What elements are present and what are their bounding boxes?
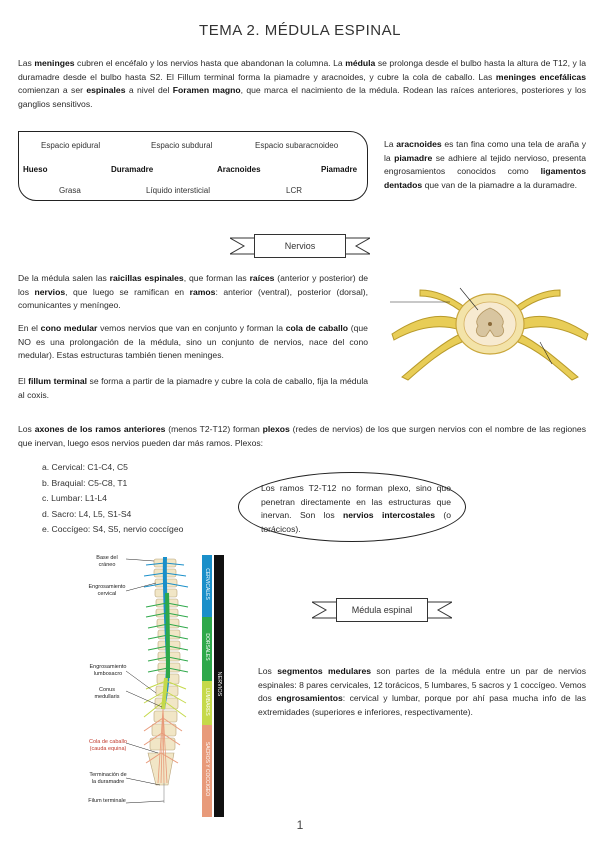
spinal-column-figure: [88, 553, 234, 817]
bold-text: axones de los ramos anteriores: [34, 424, 166, 434]
text: se prolonga desde el bulbo hasta la altura de T12, y la duramadre desde el bulbo hasta S2. El Fillum terminal forma la piamadre y aracnoides, y cubre la cola de caballo. Las: [18, 58, 586, 82]
list-item: c. Lumbar: L1-L4: [42, 493, 107, 504]
label-cola-de-caballo: Cola de caballo (cauda equina): [89, 739, 127, 752]
bold-text: fillum terminal: [28, 376, 88, 386]
text: se forma a partir de la piamadre y cubre la cola de caballo, fija la médula al coxis.: [18, 376, 369, 400]
text: (redes de nervios) de los que surgen nervios con el nombre de las regiones que inervan, luego esos nervios pueden dar más ramos. Plexos:: [18, 424, 587, 448]
list-item: b. Braquial: C5-C8, T1: [42, 477, 128, 488]
text: : anterior (ventral), posterior (dorsal), comunicantes y meníngeo.: [18, 286, 369, 311]
intercostales-note-oval: [238, 472, 466, 542]
label-grasa: Grasa: [59, 186, 81, 195]
bold-text: segmentos medulares: [277, 666, 372, 676]
list-item: d. Sacro: L4, L5, S1-S4: [42, 508, 132, 519]
bold-text: aracnoides: [396, 139, 442, 149]
text: son partes de la médula entre un par de nervios espinales: 8 pares cervicales, 12 torácicos, 5 lumbares, 5 sacros y 1 coccígeo. Vemos dos: [258, 666, 587, 704]
bar-sacros-label: SACROS Y COCCIGEO: [204, 741, 210, 797]
plexos-intro-paragraph: [18, 423, 586, 450]
section-header-medula-espinal: [312, 598, 452, 622]
text: El: [18, 376, 29, 386]
text: Los: [258, 666, 278, 676]
bold-text: cola de caballo: [285, 323, 349, 333]
page-title: TEMA 2. MÉDULA ESPINAL: [199, 22, 401, 39]
bar-nervios-label: NERVIOS: [216, 671, 222, 697]
bold-text: médula: [345, 58, 376, 68]
text: Los ramos T2-T12 no forman plexo, sino que penetran directamente en las estructuras que inervan. Son los: [261, 483, 451, 521]
bold-text: plexos: [262, 424, 290, 434]
plexos-list: [42, 460, 183, 538]
bold-text: nervios: [34, 286, 66, 297]
bar-sacros: [202, 725, 212, 817]
label-aracnoides: Aracnoides: [217, 165, 261, 174]
medula-espinal-paragraph: [258, 665, 586, 719]
text: Los: [18, 424, 35, 434]
bold-text: nervios intercostales: [343, 510, 435, 521]
list-item: a. Cervical: C1-C4, C5: [42, 462, 128, 472]
bold-text: ramos: [189, 286, 216, 297]
bar-nervios: [214, 555, 224, 817]
bold-text: piamadre: [394, 152, 433, 163]
label-filum-terminale: Filum terminale: [88, 798, 126, 804]
label-espacio-subdural: Espacio subdural: [151, 141, 213, 150]
label-piamadre: Piamadre: [321, 165, 358, 174]
text: , que luego se ramifican en: [65, 286, 190, 297]
nervios-paragraph-3: [18, 375, 368, 402]
section-title-medula-espinal: Médula espinal: [336, 598, 428, 622]
section-header-nervios: [230, 234, 370, 258]
spinal-cord-cross-section-illustration: [390, 272, 590, 392]
text: (menos T2-T12) forman: [165, 424, 263, 434]
label-hueso: Hueso: [23, 165, 48, 174]
label-espacio-subaracnoideo: Espacio subaracnoideo: [255, 141, 339, 150]
text: es tan fina como una tela de araña y la: [384, 139, 586, 163]
meninges-layers-diagram: [18, 131, 368, 201]
text: (anterior y posterior) de los: [18, 273, 369, 297]
label-engrosamiento-cervical: Engrosamiento cervical: [88, 584, 126, 597]
bold-text: ligamentos dentados: [384, 166, 586, 190]
text: que van de la piamadre a la duramadre.: [422, 179, 577, 190]
aracnoides-paragraph: [384, 138, 586, 192]
text: De la médula salen las: [18, 273, 110, 283]
label-terminacion-duramadre: Terminación de la duramadre: [89, 772, 127, 785]
text: , que marca el nacimiento de la médula. Rodean las raíces anteriores, posteriores y los ganglios sensitivos.: [18, 85, 586, 109]
bold-text: engrosamientos: [276, 693, 343, 704]
bar-cervicales: [202, 555, 212, 617]
text: a nivel del: [125, 85, 173, 96]
section-title-nervios: Nervios: [254, 234, 346, 258]
text: En el: [18, 323, 41, 333]
bold-text: meninges encefálicas: [495, 71, 586, 82]
label-liquido-intersticial: Líquido intersticial: [146, 186, 211, 195]
bold-text: meninges: [34, 58, 75, 68]
text: Las: [18, 58, 35, 68]
text: , que forman las: [183, 273, 250, 283]
bar-dorsales-label: DORSALES: [204, 633, 210, 661]
bar-dorsales: [202, 617, 212, 681]
bold-text: raíces: [249, 273, 275, 283]
bold-text: espinales: [86, 85, 126, 96]
bar-lumbares: [202, 681, 212, 725]
bold-text: raicillas espinales: [109, 273, 184, 283]
nervios-paragraph-1: [18, 272, 368, 313]
nervios-paragraph-2: [18, 322, 368, 363]
list-item: e. Coccígeo: S4, S5, nervio coccígeo: [42, 524, 184, 535]
label-lcr: LCR: [286, 186, 303, 195]
label-engrosamiento-lumbosacro: Engrosamiento lumbosacro: [89, 664, 127, 677]
intercostales-note-text: [261, 482, 451, 536]
text: La: [384, 139, 397, 149]
label-espacio-epidural: Espacio epidural: [41, 141, 101, 150]
text: comienzan a ser: [18, 85, 87, 96]
text: : cervical y lumbar, porque por ahí pasa mucha info de las extremidades (superiores e inferiores, respectivamente).: [258, 693, 586, 717]
label-conus-medullaris: Conus medullaris: [94, 687, 120, 700]
bar-lumbares-label: LUMBARES: [204, 688, 210, 716]
label-duramadre: Duramadre: [111, 165, 154, 174]
bar-cervicales-label: CERVICALES: [204, 568, 210, 600]
text: (o torácicos).: [261, 510, 452, 534]
text: se adhiere al tejido nervioso, presenta engrosamientos conocidos como: [384, 152, 586, 177]
text: cubren el encéfalo y los nervios hasta que abandonan la columna. La: [74, 58, 346, 68]
text: (que NO es una prolongación de la médula, sino un conjunto de nervios, nace del cono medular). Estas estructuras también tienen meninges.: [18, 323, 368, 361]
bold-text: Foramen magno: [172, 85, 241, 96]
page-number: 1: [296, 818, 304, 832]
intro-paragraph: [18, 57, 586, 111]
bold-text: cono medular: [40, 323, 98, 333]
label-base-craneo: Base del cráneo: [96, 555, 118, 568]
text: vemos nervios que van en conjunto y forman la: [97, 323, 286, 333]
